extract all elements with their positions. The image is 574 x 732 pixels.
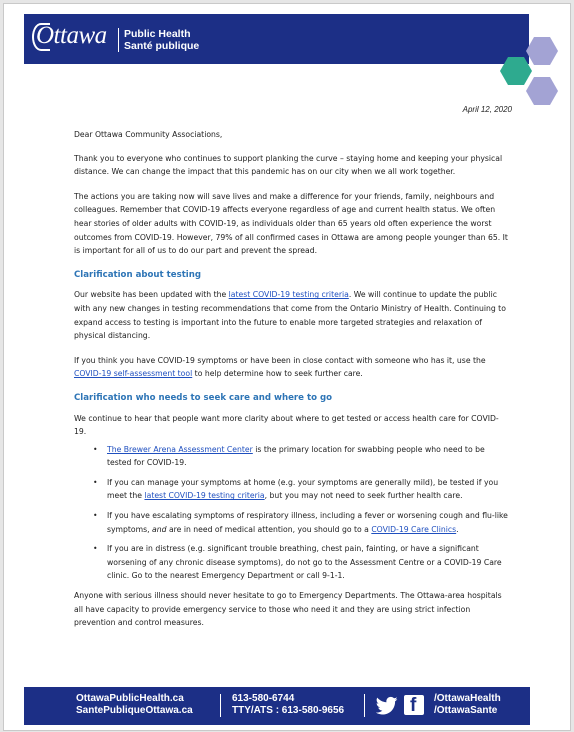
text: . We will continue to update the public with any new changes in testing recommendations that come from the Ontario Ministry of Health. Continuing to expand access to testing is important into the future to enable more targeted strategies and relaxation of physical distancing. (74, 290, 506, 341)
care-list (74, 443, 509, 583)
phone-number: 613-580-6744 (232, 693, 295, 704)
letter-date: April 12, 2020 (462, 105, 512, 114)
text: . (456, 524, 459, 534)
emphasis: and (152, 524, 167, 534)
letter-body (74, 128, 509, 630)
paragraph-website (74, 288, 509, 342)
logo-divider (118, 28, 119, 52)
list-item (107, 476, 509, 503)
footer-divider (220, 694, 221, 717)
brewer-arena-link[interactable]: The Brewer Arena Assessment Center (107, 444, 253, 454)
hexagon-purple-top (526, 37, 558, 65)
paragraph-intro: Thank you to everyone who continues to support planking the curve – staying home and keeping your physical distance. We can change the impact that this pandemic has on our city when we all work together. (74, 153, 503, 177)
facebook-glyph: f (410, 695, 417, 716)
hexagon-decoration (494, 31, 564, 111)
heading-testing: Clarification about testing (74, 269, 202, 280)
footer-websites (76, 693, 193, 717)
footer-divider (364, 694, 365, 717)
tty-number: TTY/ATS : 613-580-9656 (232, 705, 345, 716)
footer-social (434, 693, 501, 717)
list-item (107, 542, 509, 583)
ottawa-logo: Ottawa (36, 22, 107, 49)
footer-phones (232, 693, 344, 717)
paragraph-self-assessment (74, 354, 509, 381)
text: are in need of medical attention, you should go to a (166, 524, 372, 534)
header-banner (24, 14, 529, 64)
org-name-fr: Santé publique (124, 40, 200, 52)
social-handle-en[interactable]: /OttawaHealth (434, 693, 501, 704)
website-fr[interactable]: SantePubliqueOttawa.ca (76, 705, 193, 716)
testing-criteria-link-2[interactable]: latest COVID-19 testing criteria (144, 491, 265, 501)
care-clinics-link[interactable]: COVID-19 Care Clinics (371, 524, 457, 534)
paragraph-actions: The actions you are taking now will save lives and make a difference for your friends, family, neighbours and colleagues. Remember that COVID-19 affects everyone regardless of age and current health status. We often hear stories of older adults with COVID-19, as individuals older than 65 years old often experience the worst outcomes from COVID-19. However, 79% of all confirmed cases in Ottawa are among people younger than 65. It is important for all of us to do our part and prevent the spread. (74, 191, 508, 256)
testing-criteria-link[interactable]: latest COVID-19 testing criteria (228, 290, 349, 300)
text: If you can manage your symptoms at home (e.g. your symptoms are generally mild), be tested if you meet the (107, 477, 499, 501)
heading-seek-care: Clarification who needs to seek care and where to go (74, 392, 333, 403)
website-en[interactable]: OttawaPublicHealth.ca (76, 693, 184, 704)
text: to help determine how to seek further care. (192, 369, 363, 379)
text: , but you may not need to seek further health care. (264, 491, 463, 501)
paragraph-emergency: Anyone with serious illness should never hesitate to go to Emergency Departments. The Ottawa-area hospitals all have capacity to provide emergency service to those who need it and they are using strict infection prevention and control measures. (74, 591, 502, 628)
hexagon-purple-bottom (526, 77, 558, 105)
text: If you think you have COVID-19 symptoms or have been in close contact with someone who has it, use the (74, 355, 486, 365)
hexagon-green (500, 57, 532, 85)
letter-page (3, 3, 571, 731)
text: If you are in distress (e.g. significant trouble breathing, chest pain, fainting, or have a significant worsening of any chronic disease symptoms), do not go to the Assessment Centre or a COVID-19 Care clinic. Go to the nearest Emergency Department or call 9-1-1. (107, 544, 502, 581)
text: is the primary location for swabbing people who need to be tested for COVID-19. (107, 444, 485, 468)
salutation: Dear Ottawa Community Associations, (74, 130, 223, 139)
social-handle-fr[interactable]: /OttawaSante (434, 705, 498, 716)
list-item (107, 509, 509, 536)
footer-banner (24, 687, 530, 725)
list-item (107, 443, 509, 470)
paragraph-clarity: We continue to hear that people want more clarity about where to get tested or access health care for COVID-19. (74, 413, 499, 437)
text: If you have escalating symptoms of respiratory illness, including a fever or worsening cough and flu-like symptoms, (107, 511, 508, 534)
self-assessment-link[interactable]: COVID-19 self-assessment tool (74, 369, 193, 379)
twitter-icon[interactable] (376, 696, 398, 716)
text: Our website has been updated with the (74, 290, 229, 300)
org-name-en: Public Health (124, 28, 191, 40)
facebook-icon[interactable] (404, 695, 424, 715)
